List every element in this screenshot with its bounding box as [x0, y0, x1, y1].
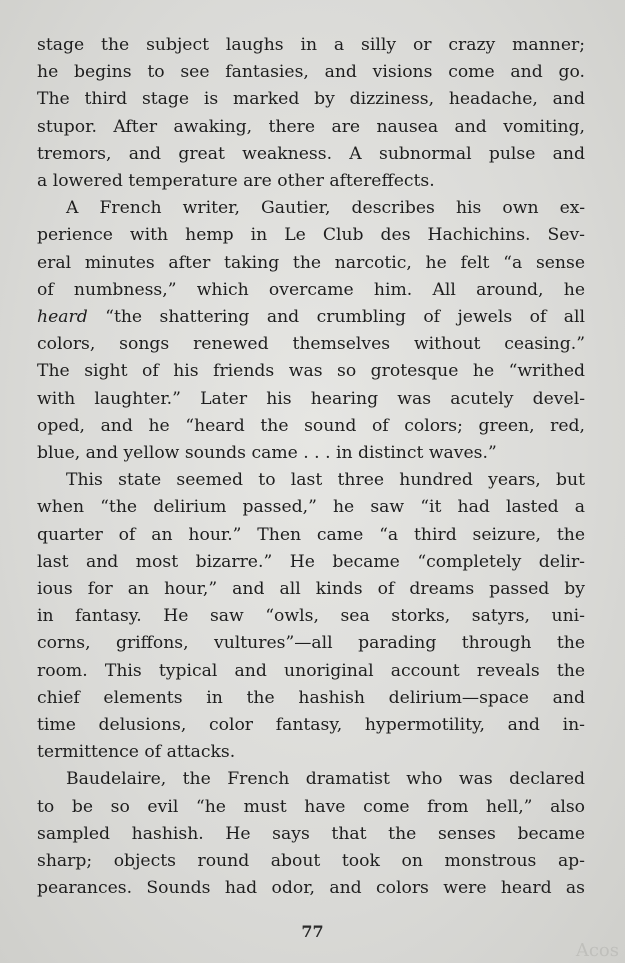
text-line: Baudelaire, the French dramatist who was declared [66, 769, 585, 790]
text-line: room. This typical and unoriginal account reveals the [37, 660, 585, 681]
text-line: sampled hashish. He says that the senses became [37, 823, 585, 844]
text-line: corns, griffons, vultures”—all parading through the [37, 633, 585, 654]
book-page-text [37, 32, 585, 903]
text-line: stage the subject laughs in a silly or crazy manner; [37, 35, 585, 55]
text-line: last and most bizarre.” He became “completely delir- [37, 551, 585, 572]
text-line: quarter of an hour.” Then came “a third seizure, the [37, 524, 585, 545]
text-line: he begins to see fantasies, and visions come and go. [37, 62, 585, 83]
text-line: ious for an hour,” and all kinds of dreams passed by [37, 579, 585, 600]
text-line: in fantasy. He saw “owls, sea storks, satyrs, uni- [37, 606, 585, 627]
bleed-through-text: Acos [575, 940, 619, 961]
text-line: of numbness,” which overcame him. All around, he [37, 279, 585, 300]
text-line: with laughter.” Later his hearing was acutely devel- [37, 388, 585, 409]
text-line: perience with hemp in Le Club des Hachichins. Sev- [37, 225, 585, 246]
italic-word: heard [37, 307, 88, 328]
text-line: A French writer, Gautier, describes his own ex- [66, 198, 585, 219]
text-line: This state seemed to last three hundred years, but [66, 470, 585, 491]
page-number: 77 [301, 922, 324, 941]
text-line: tremors, and great weakness. A subnormal pulse and [37, 143, 585, 164]
text-line: to be so evil “he must have come from hell,” also [37, 796, 585, 817]
text-line: heard “the shattering and crumbling of jewels of all [37, 307, 585, 328]
text-line: The sight of his friends was so grotesque he “writhed [37, 361, 585, 382]
text-line: The third stage is marked by dizziness, headache, and [37, 89, 585, 110]
body-text [37, 32, 585, 903]
text-line: eral minutes after taking the narcotic, he felt “a sense [37, 252, 585, 273]
text-line: when “the delirium passed,” he saw “it had lasted a [37, 497, 585, 518]
text-line: pearances. Sounds had odor, and colors were heard as [37, 878, 585, 899]
text-line: sharp; objects round about took on monstrous ap- [37, 851, 585, 872]
text-line: colors, songs renewed themselves without ceasing.” [37, 334, 585, 355]
text-line: time delusions, color fantasy, hypermotility, and in- [37, 715, 585, 736]
text-line: blue, and yellow sounds came . . . in distinct waves.” [37, 443, 497, 464]
text-line: chief elements in the hashish delirium—space and [37, 687, 585, 708]
text-line: termittence of attacks. [37, 742, 236, 763]
text-line: a lowered temperature are other aftereffects. [37, 171, 435, 192]
text-line: oped, and he “heard the sound of colors; green, red, [37, 415, 585, 436]
text-line: stupor. After awaking, there are nausea and vomiting, [37, 116, 585, 137]
